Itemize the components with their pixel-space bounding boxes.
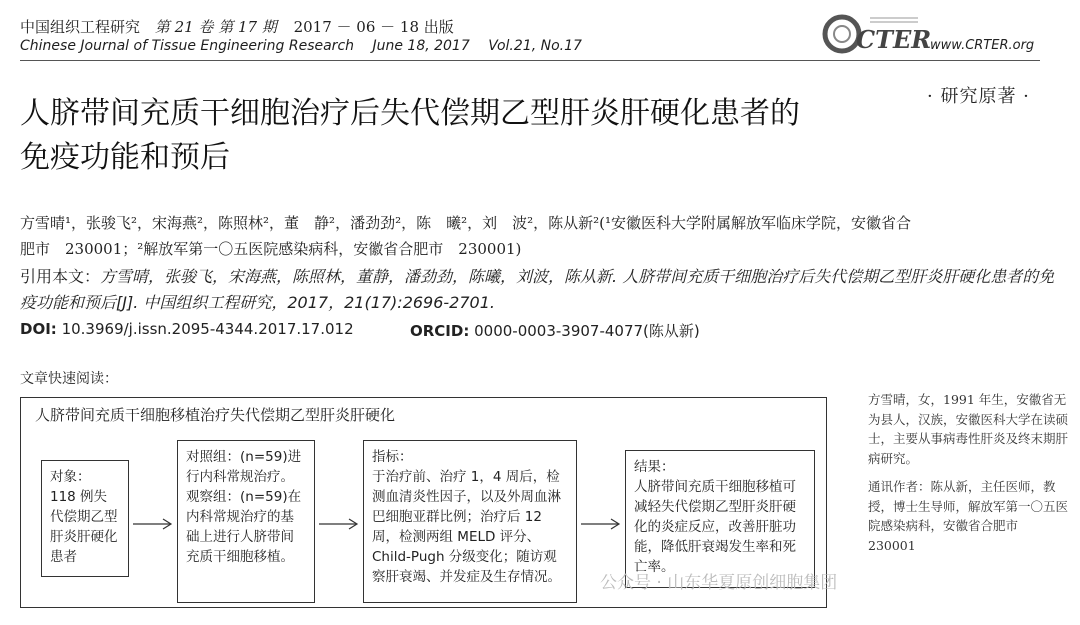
authors-line-2: 肥市 230001；²解放军第一〇五医院感染病科，安徽省合肥市 230001)	[20, 240, 522, 258]
indicators-box: 指标： 于治疗前、治疗 1，4 周后，检测血清炎性因子，以及外周血淋巴细胞亚群比例；治疗后 12 周，检测两组 MELD 评分、Child-Pugh 分级变化；随访观察肝衰竭、并发症及生存情况。	[363, 440, 577, 603]
arrow-icon	[581, 518, 621, 530]
groups-box: 对照组：(n=59)进行内科常规治疗。 观察组：(n=59)在内科常规治疗的基础上进行人脐带间充质干细胞移植。	[177, 440, 315, 603]
orcid-label: ORCID:	[410, 322, 470, 340]
author-bio: 方雪晴，女，1991 年生，安徽省无为县人，汉族，安徽医科大学在读硕士，主要从事病毒性肝炎及终末期肝病研究。	[868, 392, 1069, 466]
article-type: · 研究原著 ·	[927, 86, 1030, 107]
journal-logo	[822, 12, 932, 54]
citation-body: 方雪晴，张骏飞，宋海燕，陈照林，董静，潘劲劲，陈曦，刘波，陈从新. 人脐带间充质干细胞治疗后失代偿期乙型肝炎肝硬化患者的免疫功能和预后[J]. 中国组织工程研究，2017，21(17):2696-2701.	[20, 267, 1055, 312]
citation-label: 引用本文：	[20, 267, 101, 286]
article-title	[20, 92, 880, 180]
title-line-2: 免疫功能和预后	[20, 140, 230, 175]
panel-title: 人脐带间充质干细胞移植治疗失代偿期乙型肝炎肝硬化	[35, 406, 396, 424]
arrow-icon	[319, 518, 359, 530]
doi-label: DOI:	[20, 320, 57, 338]
doi	[20, 320, 354, 338]
orcid-value[interactable]: 0000-0003-3907-4077(陈从新)	[474, 322, 700, 340]
quick-read-label: 文章快速阅读：	[20, 371, 118, 387]
arrow-icon	[133, 518, 173, 530]
journal-name-cn: 中国组织工程研究	[20, 18, 141, 36]
journal-header-en	[20, 38, 596, 54]
author-sidebar	[868, 390, 1068, 564]
date-en: June 18, 2017	[372, 38, 470, 54]
journal-header-cn	[20, 16, 454, 37]
date-cn: 2017 － 06 － 18 出版	[293, 18, 454, 36]
citation	[20, 264, 1060, 316]
results-box: 结果： 人脐带间充质干细胞移植可减轻失代偿期乙型肝炎肝硬化的炎症反应，改善肝脏功能，降低肝衰竭发生率和死亡率。	[625, 450, 815, 588]
subject-box: 对象： 118 例失代偿期乙型肝炎肝硬化患者	[41, 460, 129, 577]
doi-value[interactable]: 10.3969/j.issn.2095-4344.2017.17.012	[61, 320, 354, 338]
corresponding-author: 通讯作者：陈从新，主任医师，教授，博士生导师，解放军第一〇五医院感染病科，安徽省合肥市 230001	[868, 479, 1069, 553]
authors-affiliations	[20, 210, 1060, 262]
volume-cn: 第 21 卷 第 17 期	[154, 18, 277, 36]
authors-line-1: 方雪晴¹，张骏飞²，宋海燕²，陈照林²，董 静²，潘劲劲²，陈 曦²，刘 波²，陈从新²(¹安徽医科大学附属解放军临床学院，安徽省合	[20, 214, 911, 232]
title-line-1: 人脐带间充质干细胞治疗后失代偿期乙型肝炎肝硬化患者的	[20, 96, 800, 131]
volume-en: Vol.21, No.17	[488, 38, 582, 54]
header-divider	[20, 60, 1040, 61]
orcid	[410, 320, 700, 341]
svg-text:CTER: CTER	[856, 25, 932, 54]
journal-name-en: Chinese Journal of Tissue Engineering Research	[20, 38, 355, 54]
watermark: 公众号 · 山东华夏原创细胞集团	[600, 573, 838, 593]
journal-website: www.CRTER.org	[930, 38, 1035, 53]
